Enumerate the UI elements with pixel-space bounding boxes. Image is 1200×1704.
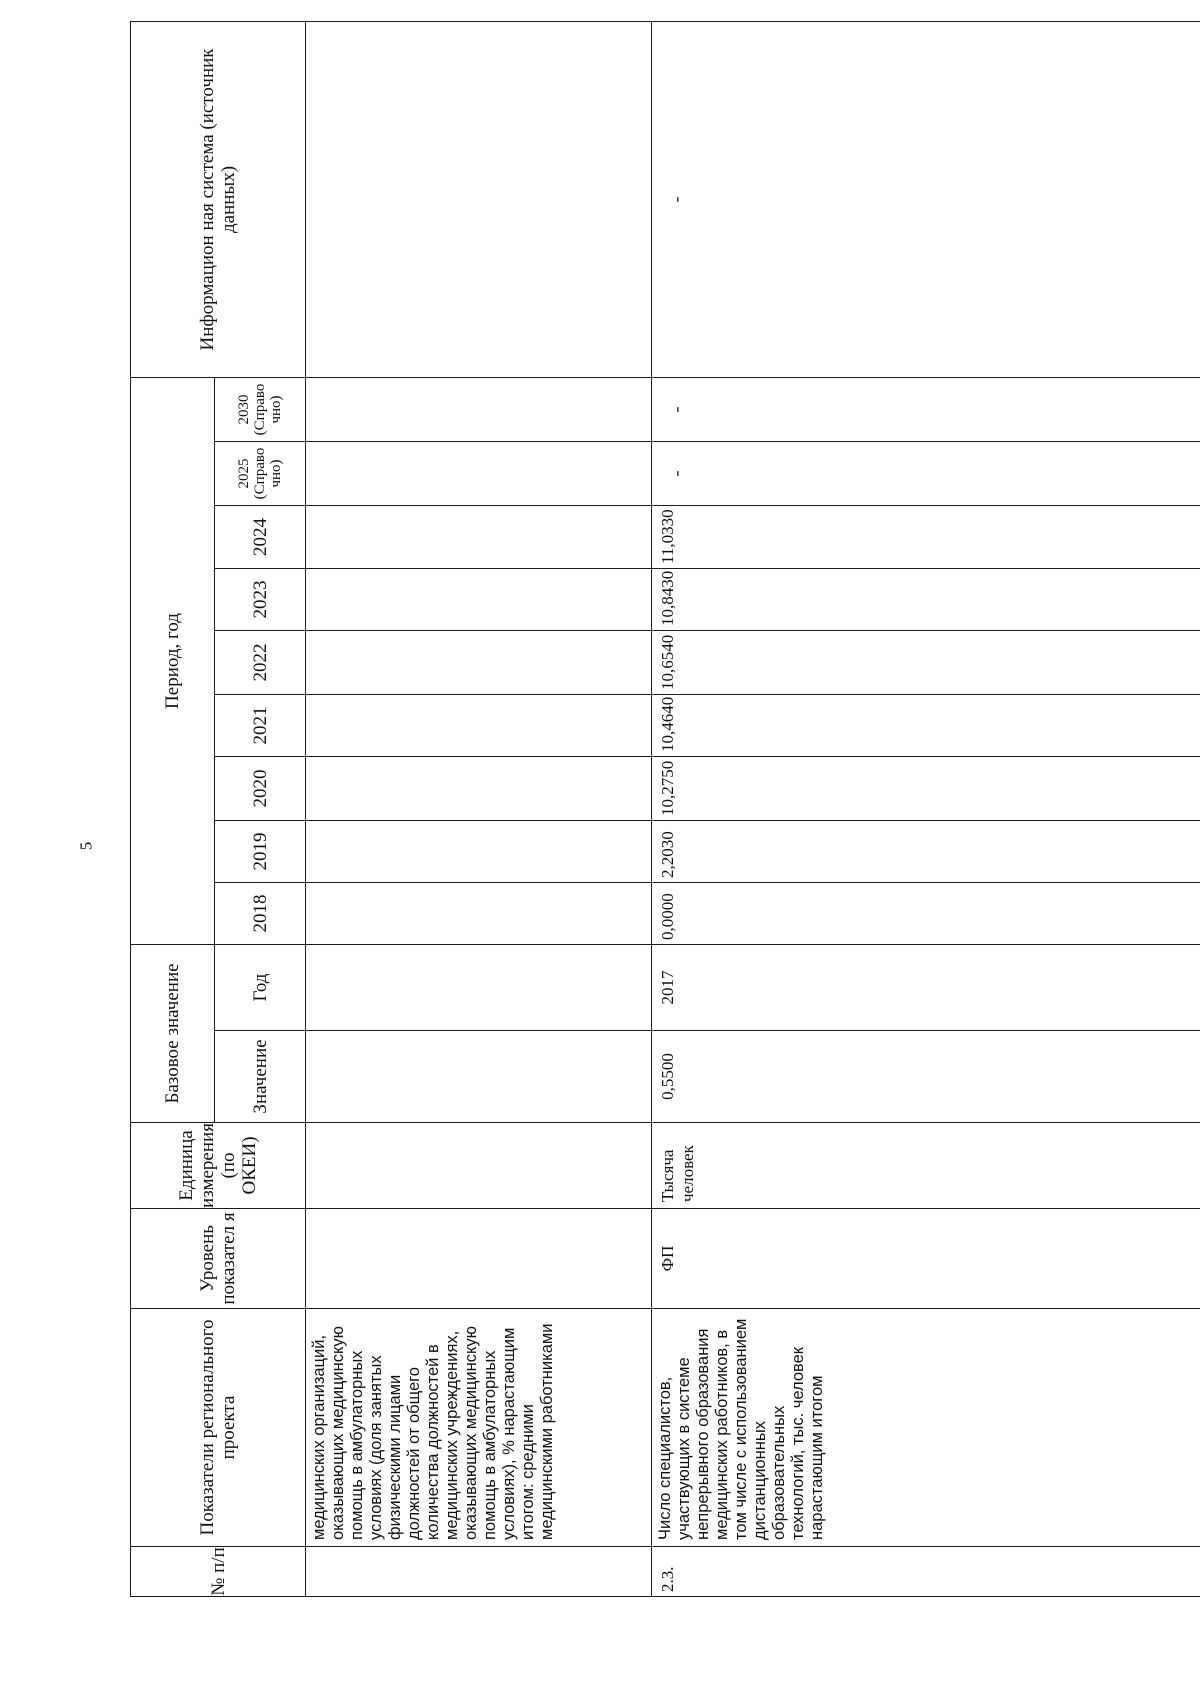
year-value: [306, 694, 652, 756]
year-value: [306, 630, 652, 694]
header-base-year: Год: [215, 944, 306, 1030]
year-value: [306, 756, 652, 820]
year-value: 10,2750: [652, 756, 1200, 820]
header-base: Базовое значение: [131, 944, 215, 1122]
year-value: 0,0000: [652, 882, 1200, 944]
value-2030: [306, 377, 652, 441]
header-source: Информацион ная система (источник данных): [131, 21, 306, 377]
indicators-table: [130, 21, 1200, 1597]
header-level: Уровень показател я: [131, 1209, 306, 1309]
header-unit: Единица измерения (по ОКЕИ): [131, 1123, 306, 1209]
indicator-level: ФП: [652, 1209, 1200, 1309]
header-year: 2019: [215, 820, 306, 882]
header-indicator: Показатели регионального проекта: [131, 1309, 306, 1547]
base-year: 2017: [652, 944, 1200, 1030]
header-year-2025: 2025 (Справо чно): [215, 441, 306, 505]
data-source: -: [652, 21, 1200, 377]
header-year: 2018: [215, 882, 306, 944]
table-row: [652, 21, 1200, 1596]
year-value: 11,0330: [652, 505, 1200, 568]
year-value: 10,4640: [652, 694, 1200, 756]
header-row-1: [131, 21, 215, 1596]
header-year: 2022: [215, 630, 306, 694]
indicator-unit: Тысяча человек: [652, 1123, 1200, 1209]
header-year: 2021: [215, 694, 306, 756]
header-year: 2024: [215, 505, 306, 568]
year-value: [306, 882, 652, 944]
indicator-name: Число специалистов, участвующих в системе непрерывного образования медицинских работников, в том числе с использованием дистанционных образовательных технологий, тыс. человек нарастающим итогом: [652, 1309, 1200, 1547]
header-year: 2020: [215, 756, 306, 820]
indicator-unit: [306, 1123, 652, 1209]
value-2025: [306, 441, 652, 505]
base-value: 0,5500: [652, 1031, 1200, 1123]
base-value: [306, 1031, 652, 1123]
year-value: 2,2030: [652, 820, 1200, 882]
row-number: 2.3.: [652, 1547, 1200, 1597]
header-period: Период, год: [131, 377, 215, 944]
header-year: 2023: [215, 568, 306, 630]
data-source: [306, 21, 652, 377]
row-number: [306, 1547, 652, 1597]
year-value: [306, 505, 652, 568]
year-value: 10,6540: [652, 630, 1200, 694]
indicator-level: [306, 1209, 652, 1309]
rotated-table-container: [130, 48, 1200, 1597]
base-year: [306, 944, 652, 1030]
year-value: [306, 568, 652, 630]
value-2030: -: [652, 377, 1200, 441]
indicator-name: медицинских организаций, оказывающих медицинскую помощь в амбулаторных условиях (доля занятых физическими лицами должностей от общего количества должностей в медицинских учреждениях, оказывающих медицинскую помощь в амбулаторных условиях), % нарастающим итогом: средними медицинскими работниками: [306, 1309, 652, 1547]
header-base-value: Значение: [215, 1031, 306, 1123]
year-value: [306, 820, 652, 882]
value-2025: -: [652, 441, 1200, 505]
table-row: [306, 21, 652, 1596]
page-number: 5: [76, 841, 96, 851]
header-no: № п/п: [131, 1547, 306, 1597]
header-year-2030: 2030 (Справо чно): [215, 377, 306, 441]
year-value: 10,8430: [652, 568, 1200, 630]
